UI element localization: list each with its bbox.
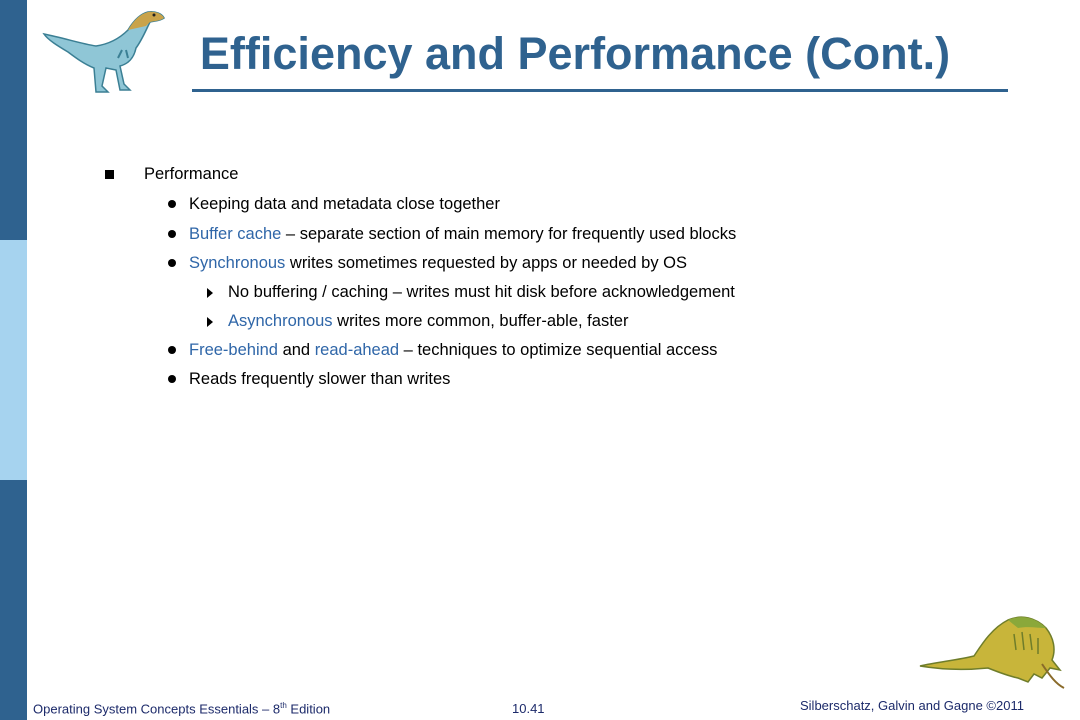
arrow-bullet-icon bbox=[207, 288, 213, 298]
free-behind-conjunction: and bbox=[277, 341, 315, 359]
term-synchronous: Synchronous bbox=[189, 254, 286, 272]
left-accent-bar bbox=[0, 0, 27, 720]
slide-title: Efficiency and Performance (Cont.) bbox=[199, 28, 951, 79]
asynchronous-desc: writes more common, buffer-able, faster bbox=[332, 312, 629, 330]
dinosaur-logo bbox=[918, 604, 1068, 690]
bullet-synchronous bbox=[189, 254, 687, 273]
square-bullet-icon bbox=[105, 170, 114, 179]
round-bullet-icon bbox=[168, 346, 176, 354]
buffer-cache-desc: – separate section of main memory for frequently used blocks bbox=[281, 225, 737, 243]
sub-bullet-no-buffering: No buffering / caching – writes must hit disk before acknowledgement bbox=[228, 283, 735, 301]
title-underline bbox=[192, 89, 1008, 92]
bullet-metadata: Keeping data and metadata close together bbox=[189, 195, 500, 213]
round-bullet-icon bbox=[168, 200, 176, 208]
footer-page-number: 10.41 bbox=[512, 701, 545, 716]
free-behind-desc: – techniques to optimize sequential access bbox=[399, 341, 718, 359]
synchronous-desc: writes sometimes requested by apps or needed by OS bbox=[285, 254, 688, 272]
term-asynchronous: Asynchronous bbox=[228, 312, 333, 330]
bullet-performance: Performance bbox=[144, 165, 239, 183]
left-accent-bar-highlight bbox=[0, 240, 27, 480]
bullet-buffer-cache bbox=[189, 225, 736, 244]
bullet-reads-slower: Reads frequently slower than writes bbox=[189, 370, 451, 388]
arrow-bullet-icon bbox=[207, 317, 213, 327]
term-free-behind: Free-behind bbox=[189, 341, 278, 359]
round-bullet-icon bbox=[168, 259, 176, 267]
term-read-ahead: read-ahead bbox=[314, 341, 400, 359]
bullet-free-behind bbox=[189, 341, 717, 360]
term-buffer-cache: Buffer cache bbox=[189, 225, 282, 243]
footer-book-title: Operating System Concepts Essentials – 8th Edition bbox=[33, 701, 331, 717]
round-bullet-icon bbox=[168, 230, 176, 238]
footer-authors: Silberschatz, Galvin and Gagne ©2011 bbox=[800, 698, 1024, 713]
round-bullet-icon bbox=[168, 375, 176, 383]
sub-bullet-asynchronous bbox=[228, 312, 628, 331]
